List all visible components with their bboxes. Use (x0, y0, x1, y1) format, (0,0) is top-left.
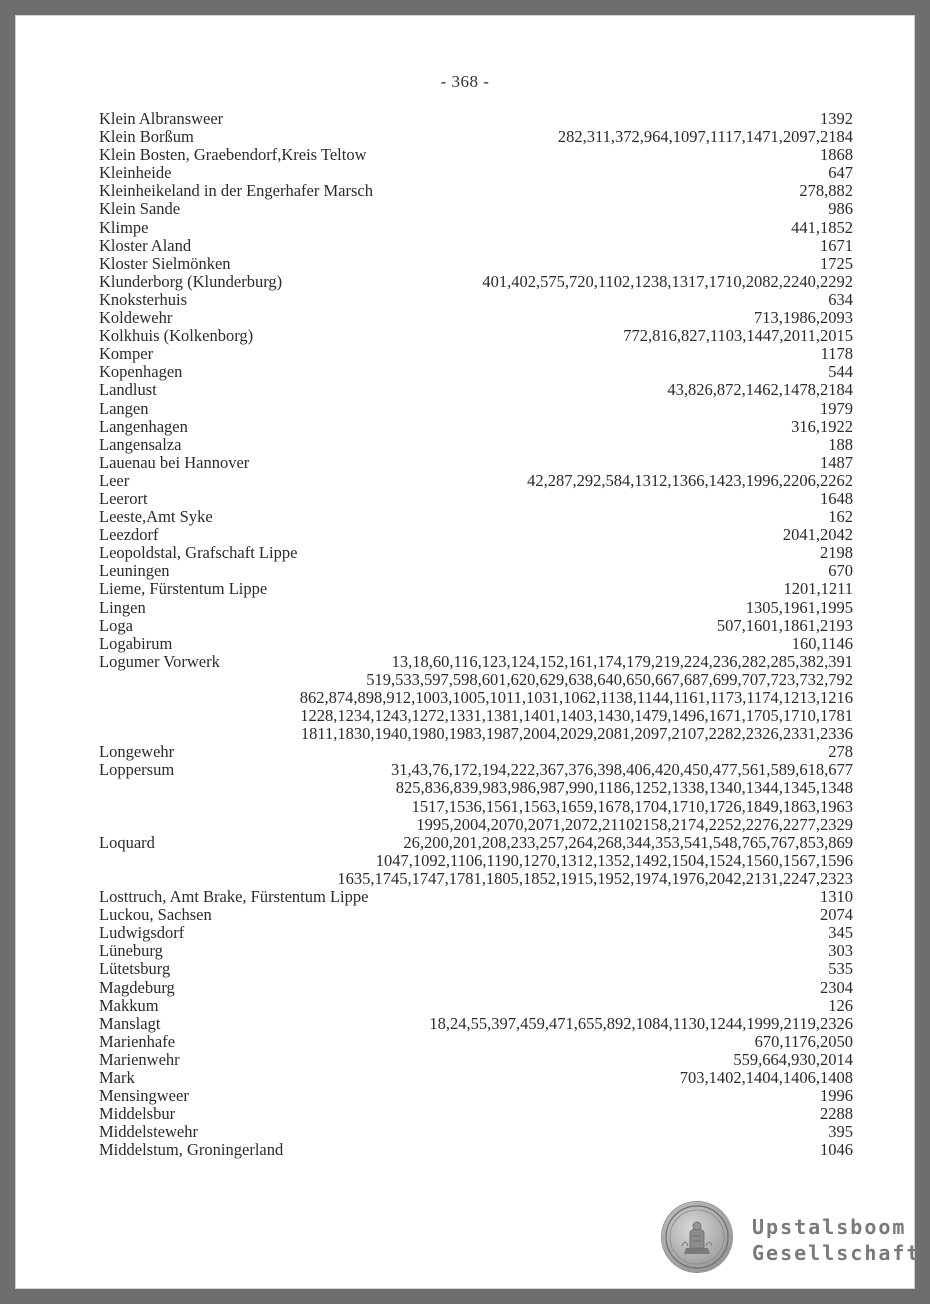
place-name: Kopenhagen (99, 362, 183, 382)
page-references: 13,18,60,116,123,124,152,161,174,179,219,224,236,282,285,382,391 (391, 651, 853, 671)
page-references: 986 (828, 199, 853, 219)
index-entry (99, 273, 853, 291)
place-name: Magdeburg (99, 977, 175, 997)
page-references: 303 (828, 941, 853, 961)
place-name: Landlust (99, 380, 157, 400)
page-number: - 368 - (440, 72, 490, 91)
index-entry (99, 779, 853, 797)
place-name: Lüneburg (99, 941, 163, 961)
place-name: Kleinheide (99, 163, 172, 183)
page-references: 862,874,898,912,1003,1005,1011,1031,1062,1138,1144,1161,1173,1174,1213,1216 (299, 688, 853, 707)
place-index-list (99, 110, 853, 1159)
index-entry (99, 200, 853, 218)
page-references: 1310 (820, 887, 853, 907)
index-entry (99, 1123, 853, 1141)
page-references: 1392 (820, 109, 853, 128)
page-references: 1996 (820, 1086, 853, 1106)
place-name: Klein Borßum (99, 127, 194, 147)
place-name: Middelstum, Groningerland (99, 1140, 284, 1160)
index-entry (99, 635, 853, 653)
index-entry (99, 671, 853, 689)
page-references: 126 (828, 995, 853, 1015)
index-entry (99, 689, 853, 707)
index-entry (99, 110, 853, 128)
index-entry (99, 345, 853, 363)
page-references: 670 (828, 561, 853, 581)
page-references: 441,1852 (791, 217, 853, 237)
index-entry (99, 834, 853, 852)
index-entry (99, 363, 853, 381)
page-references: 43,826,872,1462,1478,2184 (667, 380, 853, 400)
place-name: Lütetsburg (99, 959, 171, 979)
page-references: 395 (828, 1122, 853, 1142)
index-entry (99, 707, 853, 725)
place-name: Loppersum (99, 760, 175, 780)
place-name: Mensingweer (99, 1086, 189, 1106)
place-name: Klein Bosten, Graebendorf,Kreis Teltow (99, 145, 367, 165)
place-name: Lauenau bei Hannover (99, 452, 250, 472)
place-name: Lieme, Fürstentum Lippe (99, 579, 268, 599)
page-references: 647 (828, 163, 853, 183)
place-name: Langensalza (99, 434, 182, 454)
page-references: 1178 (820, 344, 853, 364)
page-references: 1868 (820, 145, 853, 165)
page-references: 31,43,76,172,194,222,367,376,398,406,420,450,477,561,589,618,677 (391, 760, 853, 780)
index-entry (99, 182, 853, 200)
index-entry (99, 219, 853, 237)
page-references: 2288 (820, 1104, 853, 1124)
index-entry (99, 906, 853, 924)
page-references: 1046 (820, 1140, 853, 1160)
page-references: 825,836,839,983,986,987,990,1186,1252,1338,1340,1344,1345,1348 (395, 778, 853, 798)
place-name: Middelstewehr (99, 1122, 198, 1142)
place-name: Luckou, Sachsen (99, 905, 212, 925)
index-entry (99, 1087, 853, 1105)
page-references: 2074 (820, 905, 853, 925)
index-entry (99, 544, 853, 562)
place-name: Koldewehr (99, 308, 173, 328)
index-entry (99, 617, 853, 635)
place-name: Leopoldstal, Grafschaft Lippe (99, 543, 298, 563)
page-references: 1487 (820, 452, 853, 472)
index-entry (99, 725, 853, 743)
page-references: 282,311,372,964,1097,1117,1471,2097,2184 (557, 127, 853, 147)
index-entry (99, 128, 853, 146)
page-references: 1047,1092,1106,1190,1270,1312,1352,1492,1504,1524,1560,1567,1596 (375, 850, 853, 870)
page-references: 278,882 (799, 181, 853, 201)
place-name: Klunderborg (Klunderburg) (99, 271, 283, 291)
place-name: Langen (99, 398, 149, 418)
page-references: 1635,1745,1747,1781,1805,1852,1915,1952,1974,1976,2042,2131,2247,2323 (337, 868, 853, 888)
place-name: Leuningen (99, 561, 170, 581)
place-name: Mark (99, 1067, 135, 1087)
index-entry (99, 798, 853, 816)
place-name: Leerort (99, 488, 148, 508)
index-entry (99, 237, 853, 255)
place-name: Langenhagen (99, 416, 188, 436)
page-references: 160,1146 (791, 633, 853, 653)
index-entry (99, 164, 853, 182)
index-entry (99, 327, 853, 345)
page-references: 1995,2004,2070,2071,2072,21102158,2174,2252,2276,2277,2329 (416, 814, 853, 834)
place-name: Makkum (99, 995, 159, 1015)
place-name: Losttruch, Amt Brake, Fürstentum Lippe (99, 887, 369, 907)
page-references: 18,24,55,397,459,471,655,892,1084,1130,1244,1999,2119,2326 (429, 1013, 853, 1033)
index-entry (99, 508, 853, 526)
page-references: 278 (828, 742, 853, 762)
index-entry (99, 1033, 853, 1051)
page-references: 401,402,575,720,1102,1238,1317,1710,2082,2240,2292 (482, 271, 853, 291)
index-entry (99, 960, 853, 978)
index-entry (99, 852, 853, 870)
index-entry (99, 436, 853, 454)
index-entry (99, 1141, 853, 1159)
place-name: Klein Albransweer (99, 109, 224, 128)
page-references: 1201,1211 (783, 579, 853, 599)
page-references: 772,816,827,1103,1447,2011,2015 (623, 326, 853, 346)
page-references: 1979 (820, 398, 853, 418)
index-entry (99, 743, 853, 761)
logo-line-2: Gesellschaft (752, 1241, 921, 1265)
page-references: 1228,1234,1243,1272,1331,1381,1401,1403,1430,1479,1496,1671,1705,1710,1781 (300, 706, 853, 726)
page-references: 1305,1961,1995 (745, 597, 853, 617)
page-references: 703,1402,1404,1406,1408 (679, 1067, 853, 1087)
index-entry (99, 924, 853, 942)
place-name: Klimpe (99, 217, 149, 237)
index-entry (99, 472, 853, 490)
page-references: 535 (828, 959, 853, 979)
index-entry (99, 1051, 853, 1069)
page-references: 1811,1830,1940,1980,1983,1987,2004,2029,2081,2097,2107,2282,2326,2331,2336 (300, 724, 853, 744)
page-references: 1671 (820, 235, 853, 255)
index-entry (99, 816, 853, 834)
page-references: 2304 (820, 977, 853, 997)
index-entry (99, 291, 853, 309)
place-name: Kloster Aland (99, 235, 192, 255)
society-seal-icon (662, 1202, 732, 1272)
index-entry (99, 979, 853, 997)
index-entry (99, 526, 853, 544)
society-logo-text (752, 1214, 921, 1266)
place-name: Ludwigsdorf (99, 923, 185, 943)
index-entry (99, 1105, 853, 1123)
page-references: 544 (828, 362, 853, 382)
index-entry (99, 1015, 853, 1033)
page-references: 1517,1536,1561,1563,1659,1678,1704,1710,1726,1849,1863,1963 (411, 796, 853, 816)
place-name: Middelsbur (99, 1104, 176, 1124)
index-entry (99, 381, 853, 399)
place-name: Loquard (99, 832, 155, 852)
page-references: 507,1601,1861,2193 (716, 615, 853, 635)
page-references: 316,1922 (791, 416, 853, 436)
page-references: 162 (828, 507, 853, 527)
place-name: Knoksterhuis (99, 289, 187, 309)
place-name: Lingen (99, 597, 146, 617)
index-entry (99, 400, 853, 418)
index-entry (99, 255, 853, 273)
index-entry (99, 562, 853, 580)
place-name: Kolkhuis (Kolkenborg) (99, 326, 254, 346)
index-entry (99, 418, 853, 436)
page-references: 26,200,201,208,233,257,264,268,344,353,541,548,765,767,853,869 (403, 832, 853, 852)
place-name: Loga (99, 615, 133, 635)
place-name: Manslagt (99, 1013, 161, 1033)
index-entry (99, 580, 853, 598)
logo-line-1: Upstalsboom (752, 1215, 907, 1239)
place-name: Logabirum (99, 633, 173, 653)
index-entry (99, 1069, 853, 1087)
page-references: 188 (828, 434, 853, 454)
index-entry (99, 942, 853, 960)
place-name: Leeste,Amt Syke (99, 507, 213, 527)
page-references: 345 (828, 923, 853, 943)
place-name: Leezdorf (99, 525, 159, 545)
page-references: 1725 (820, 253, 853, 273)
place-name: Longewehr (99, 742, 175, 762)
index-entry (99, 761, 853, 779)
place-name: Marienwehr (99, 1049, 180, 1069)
page-references: 713,1986,2093 (754, 308, 853, 328)
page-references: 42,287,292,584,1312,1366,1423,1996,2206,2262 (527, 470, 853, 490)
page-references: 519,533,597,598,601,620,629,638,640,650,667,687,699,707,723,732,792 (366, 669, 853, 689)
place-name: Marienhafe (99, 1031, 176, 1051)
place-name: Kleinheikeland in der Engerhafer Marsch (99, 181, 373, 201)
place-name: Komper (99, 344, 154, 364)
place-name: Kloster Sielmönken (99, 253, 231, 273)
index-entry (99, 309, 853, 327)
index-entry (99, 599, 853, 617)
page-references: 634 (828, 289, 853, 309)
index-entry (99, 870, 853, 888)
page-references: 670,1176,2050 (754, 1031, 853, 1051)
place-name: Klein Sande (99, 199, 181, 219)
place-name: Logumer Vorwerk (99, 651, 220, 671)
page-references: 2041,2042 (782, 525, 853, 545)
page-references: 2198 (820, 543, 853, 563)
page-references: 1648 (820, 488, 853, 508)
index-entry (99, 454, 853, 472)
index-entry (99, 888, 853, 906)
index-entry (99, 653, 853, 671)
index-entry (99, 490, 853, 508)
index-entry (99, 146, 853, 164)
page-references: 559,664,930,2014 (733, 1049, 853, 1069)
place-name: Leer (99, 470, 130, 490)
index-entry (99, 997, 853, 1015)
